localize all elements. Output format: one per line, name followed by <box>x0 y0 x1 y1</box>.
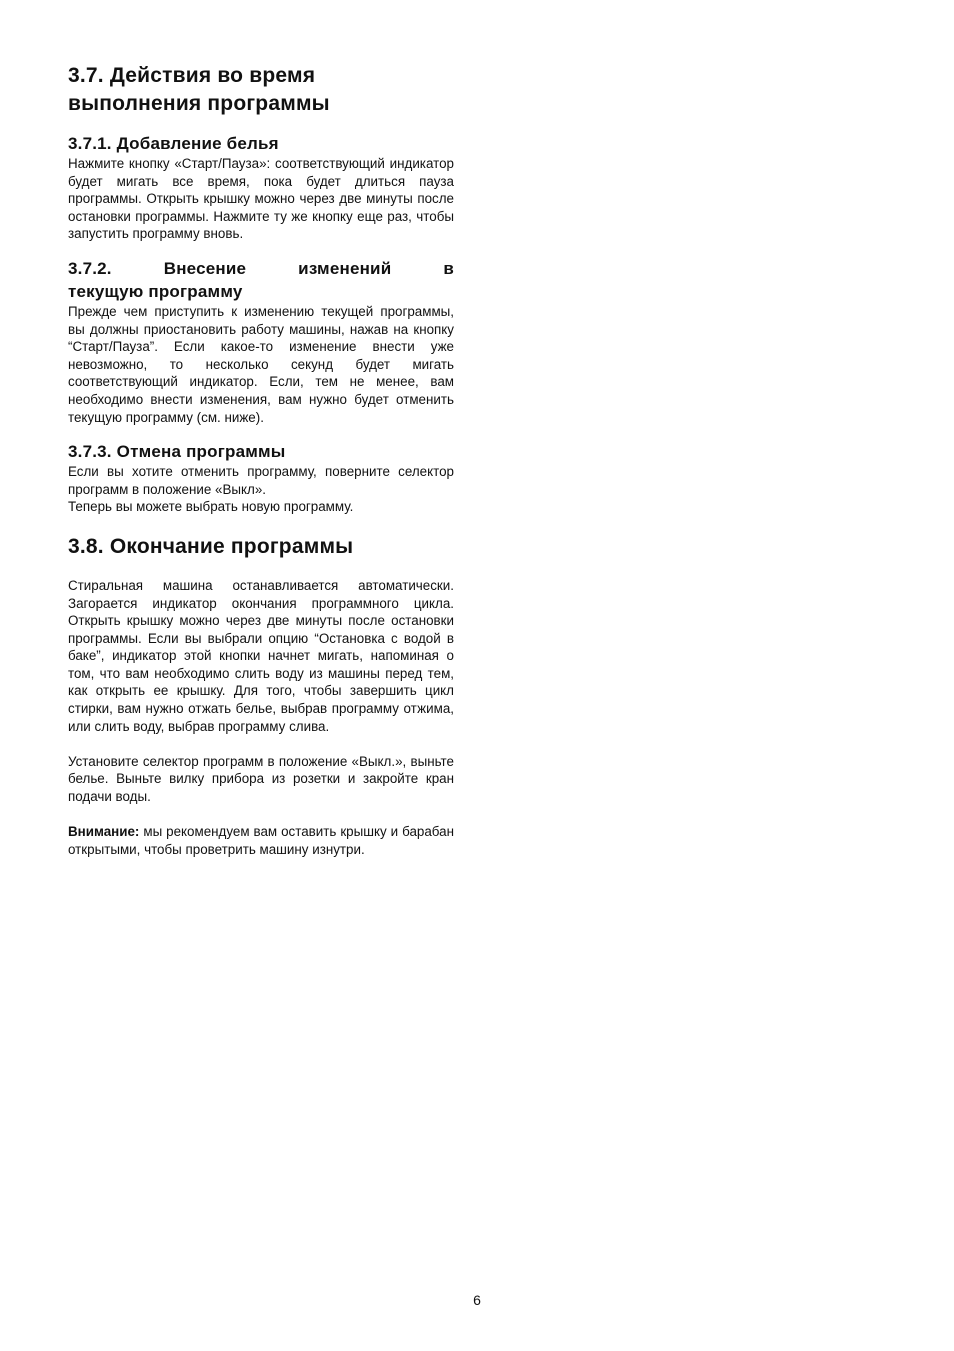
note-label: Внимание: <box>68 824 140 840</box>
section-3-7-heading-line2: выполнения программы <box>68 92 330 115</box>
section-3-7-heading <box>68 62 454 118</box>
subsection-3-7-2-heading-line1: 3.7.2. Внесение изменений в <box>68 258 454 278</box>
section-3-8-paragraph-2: Установите селектор программ в положение «Выкл.», выньте белье. Выньте вилку прибора из розетки и закройте кран подачи воды. <box>68 753 454 805</box>
subsection-3-7-1-text: Нажмите кнопку «Старт/Пауза»: соответствующий индикатор будет мигать все время, пока будет длиться пауза программы. Открыть крышку можно через две минуты после остановки программы. Нажмите ту же кнопку еще раз, чтобы запустить программу вновь. <box>68 156 454 242</box>
subsection-3-7-2-text: Прежде чем приступить к изменению текущей программы, вы должны приостановить работу машины, нажав на кнопку “Старт/Пауза”. Если какое-то изменение внести уже невозможно, то несколько секунд будет мигать соответствующий индикатор. Если, тем не менее, вам необходимо внести изменения, вам нужно будет отменить текущую программу (см. ниже). <box>68 303 454 425</box>
subsection-3-7-3-text-1: Если вы хотите отменить программу, поверните селектор программ в положение «Выкл». <box>68 464 454 497</box>
subsection-3-7-2-heading <box>68 257 454 303</box>
subsection-3-7-3-text-2: Теперь вы можете выбрать новую программу. <box>68 499 354 515</box>
subsection-3-7-1-heading: 3.7.1. Добавление белья <box>68 134 279 153</box>
page-number: 6 <box>473 1292 481 1308</box>
subsection-3-7-3-heading: 3.7.3. Отмена программы <box>68 442 286 462</box>
subsection-3-7-2-heading-line2: текущую программу <box>68 281 243 301</box>
section-3-8-paragraph-1: Стиральная машина останавливается автоматически. Загорается индикатор окончания программного цикла. Открыть крышку можно через две минуты после остановки программы. Если вы выбрали опцию “Остановка с водой в баке”, индикатор этой кнопки начнет мигать, напоминая о том, что вам необходимо слить воду из машины перед тем, как открыть ее крышку. Для того, чтобы завершить цикл стирки, вам нужно отжать белье, выбрав программу отжима, или слить воду, выбрав программу слива. <box>68 577 454 734</box>
subsection-3-7-3 <box>68 440 454 516</box>
subsection-3-7-2 <box>68 257 454 426</box>
section-3-7-heading-line1: 3.7. Действия во время <box>68 64 316 87</box>
text-column <box>68 62 454 858</box>
note-text: мы рекомендуем вам оставить крышку и барабан открытыми, чтобы проветрить машину изнутри. <box>68 824 454 857</box>
section-3-8-heading: 3.8. Окончание программы <box>68 534 354 558</box>
section-3-8-note <box>68 823 454 858</box>
